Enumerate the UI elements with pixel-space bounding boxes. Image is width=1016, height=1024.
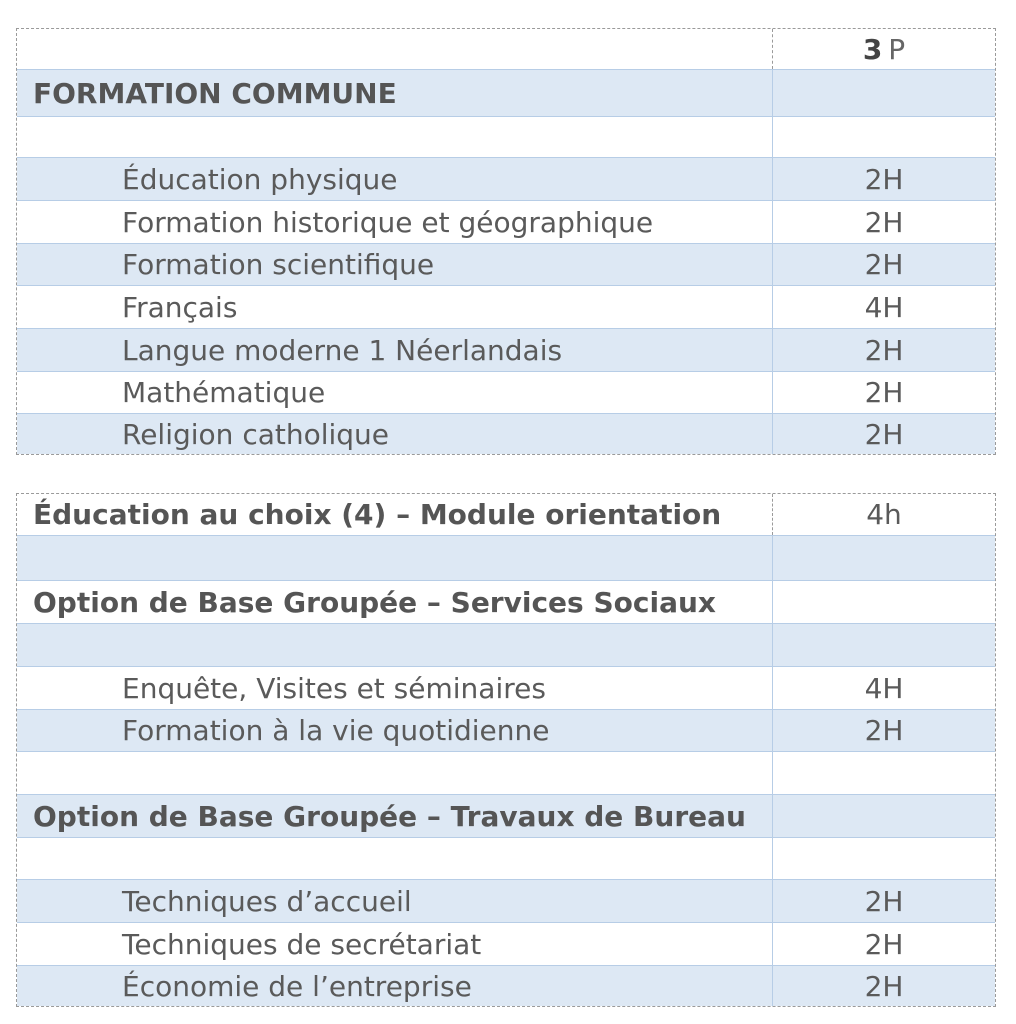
section-title-row: [17, 795, 995, 838]
spacer-row: [17, 536, 995, 581]
education-choix-row: [17, 494, 995, 536]
course-row: [17, 880, 995, 923]
course-hours: 4H: [864, 671, 904, 705]
course-row: [17, 201, 995, 244]
course-name: Enquête, Visites et séminaires: [17, 667, 773, 709]
header-row: [17, 29, 995, 70]
course-row: [17, 414, 995, 454]
course-row: [17, 923, 995, 966]
course-row: [17, 667, 995, 710]
options-table: [16, 493, 996, 1007]
course-hours: 2H: [864, 884, 904, 918]
course-hours: 2H: [864, 162, 904, 196]
course-name: Formation scientifique: [17, 244, 773, 285]
year-header: [773, 29, 995, 69]
year-suffix: P: [888, 32, 906, 66]
spacer-row: [17, 752, 995, 795]
formation-commune-table: [16, 28, 996, 455]
course-name: Mathématique: [17, 372, 773, 413]
course-row: [17, 372, 995, 414]
course-hours: 2H: [864, 927, 904, 961]
course-hours: 2H: [864, 205, 904, 239]
course-hours: 2H: [864, 417, 904, 451]
course-hours: 2H: [864, 333, 904, 367]
course-name: Techniques d’accueil: [17, 880, 773, 922]
spacer-row: [17, 117, 995, 158]
course-hours: 2H: [864, 969, 904, 1003]
course-name: Langue moderne 1 Néerlandais: [17, 329, 773, 371]
section-title-row: [17, 581, 995, 624]
education-choix-title: Éducation au choix (4) – Module orientation: [17, 494, 773, 535]
section-title-row: [17, 70, 995, 117]
course-row: [17, 286, 995, 329]
option-services-title: Option de Base Groupée – Services Sociaux: [17, 581, 773, 623]
header-empty-cell: [17, 29, 773, 69]
course-row: [17, 710, 995, 752]
course-row: [17, 158, 995, 201]
course-name: Formation à la vie quotidienne: [17, 710, 773, 751]
course-row: [17, 329, 995, 372]
course-hours: 2H: [864, 376, 904, 409]
course-name: Éducation physique: [17, 158, 773, 200]
option-bureau-title: Option de Base Groupée – Travaux de Bureau: [17, 795, 773, 837]
formation-commune-title: FORMATION COMMUNE: [17, 70, 773, 116]
course-name: Religion catholique: [17, 414, 773, 454]
course-name: Français: [17, 286, 773, 328]
course-name: Économie de l’entreprise: [17, 966, 773, 1006]
course-hours: 2H: [864, 248, 904, 281]
spacer-row: [17, 624, 995, 667]
course-name: Formation historique et géographique: [17, 201, 773, 243]
spacer-row: [17, 838, 995, 880]
course-hours: 4H: [864, 290, 904, 324]
course-hours: 2H: [864, 714, 904, 747]
year-number: 3: [862, 32, 883, 66]
course-name: Techniques de secrétariat: [17, 923, 773, 965]
course-row: [17, 966, 995, 1006]
course-row: [17, 244, 995, 286]
education-choix-hours: 4h: [866, 498, 902, 531]
